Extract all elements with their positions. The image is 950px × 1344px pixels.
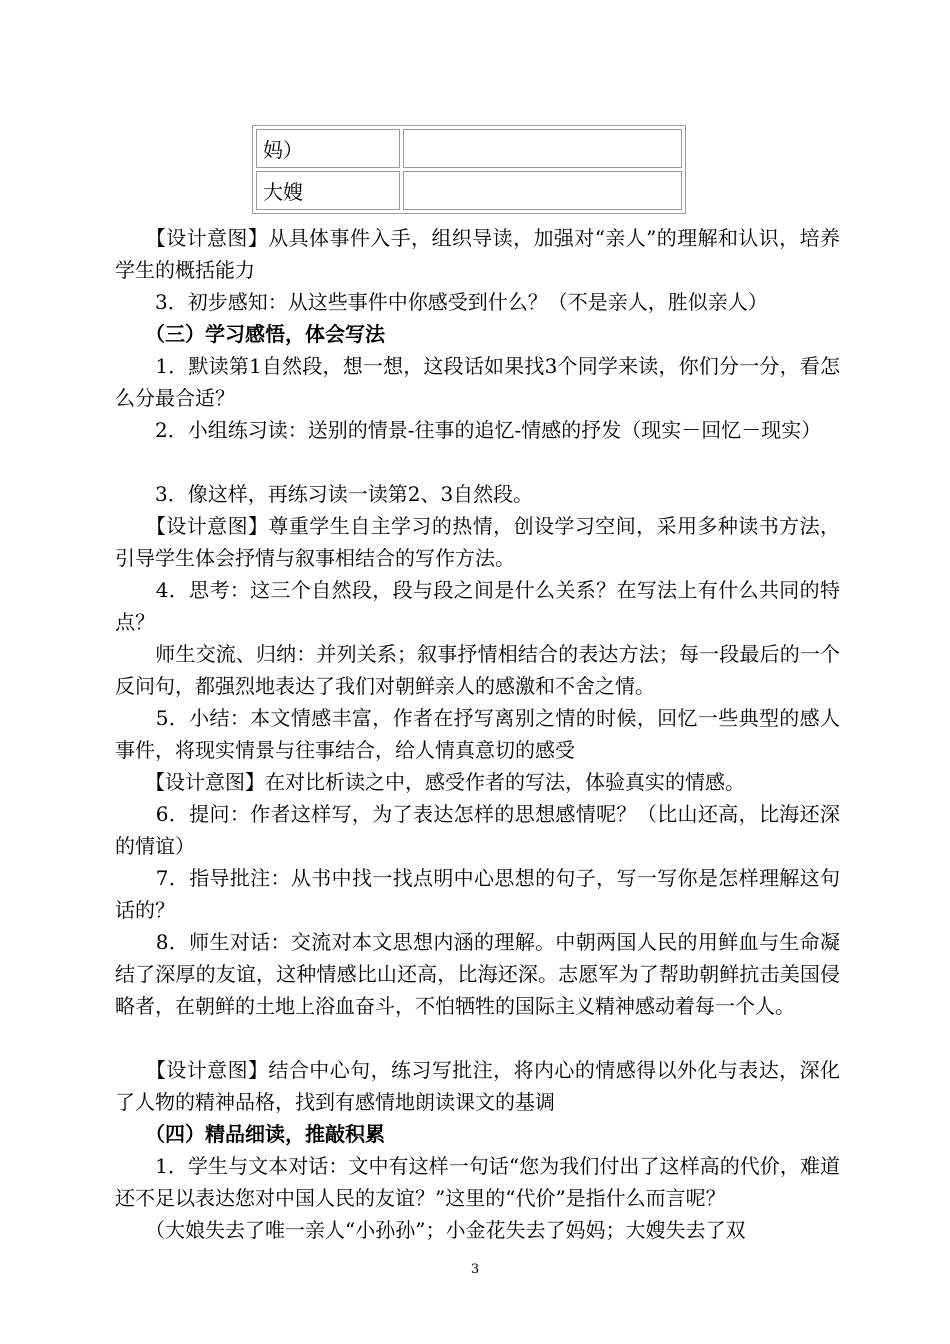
table-row: [256, 171, 682, 210]
table-cell: 妈）: [256, 129, 400, 168]
body-paragraph: 3．初步感知：从这些事件中你感受到什么？（不是亲人，胜似亲人）: [115, 290, 768, 314]
body-paragraph: 3．像这样，再练习读一读第2、3自然段。: [115, 482, 534, 506]
body-paragraph: 6．提问：作者这样写，为了表达怎样的思想感情呢？（比山还高，比海还深的情谊）: [115, 802, 840, 858]
design-intent-paragraph: 【设计意图】在对比析读之中，感受作者的写法，体验真实的情感。: [115, 770, 745, 794]
design-intent-paragraph: 【设计意图】尊重学生自主学习的热情，创设学习空间，采用多种读书方法，引导学生体会抒情与叙事相结合的写作方法。: [115, 514, 840, 570]
body-paragraph: 7．指导批注：从书中找一找点明中心思想的句子，写一写你是怎样理解这句话的？: [115, 866, 840, 922]
table-cell: 大嫂: [256, 171, 400, 210]
body-paragraph: 8．师生对话：交流对本文思想内涵的理解。中朝两国人民的用鲜血与生命凝结了深厚的友谊，这种情感比山还高，比海还深。志愿军为了帮助朝鲜抗击美国侵略者，在朝鲜的土地上浴血奋斗，不怕牺牲的国际主义精神感动着每一个人。: [115, 930, 840, 1018]
design-intent-paragraph: 【设计意图】从具体事件入手，组织导读，加强对“亲人”的理解和认识，培养学生的概括能力: [115, 226, 840, 282]
table-cell: [403, 129, 682, 168]
table-cell: [403, 171, 682, 210]
section-heading: （四）精品细读，推敲积累: [115, 1122, 385, 1146]
body-paragraph: （大娘失去了唯一亲人“小孙孙”；小金花失去了妈妈；大嫂失去了双: [115, 1218, 746, 1242]
body-paragraph: 师生交流、归纳：并列关系；叙事抒情相结合的表达方法；每一段最后的一个反问句，都强烈地表达了我们对朝鲜亲人的感激和不舍之情。: [115, 642, 840, 698]
body-paragraph: 2．小组练习读：送别的情景-往事的追忆-情感的抒发（现实－回忆－现实）: [115, 418, 822, 442]
page-number: 3: [470, 1262, 480, 1277]
body-paragraph: 1．学生与文本对话：文中有这样一句话“您为我们付出了这样高的代价，难道还不足以表达您对中国人民的友谊？”这里的“代价”是指什么而言呢？: [115, 1154, 840, 1210]
section-heading: （三）学习感悟，体会写法: [115, 322, 385, 346]
table-row: [256, 129, 682, 168]
design-intent-paragraph: 【设计意图】结合中心句，练习写批注，将内心的情感得以外化与表达，深化了人物的精神品格，找到有感情地朗读课文的基调: [115, 1058, 840, 1114]
body-paragraph: 1．默读第1自然段，想一想，这段话如果找3个同学来读，你们分一分，看怎么分最合适？: [115, 354, 840, 410]
body-paragraph: 4．思考：这三个自然段，段与段之间是什么关系？在写法上有什么共同的特点？: [115, 578, 840, 634]
relatives-table: [252, 125, 686, 214]
body-paragraph: 5．小结：本文情感丰富，作者在抒写离别之情的时候，回忆一些典型的感人事件，将现实情景与往事结合，给人情真意切的感受: [115, 706, 840, 762]
